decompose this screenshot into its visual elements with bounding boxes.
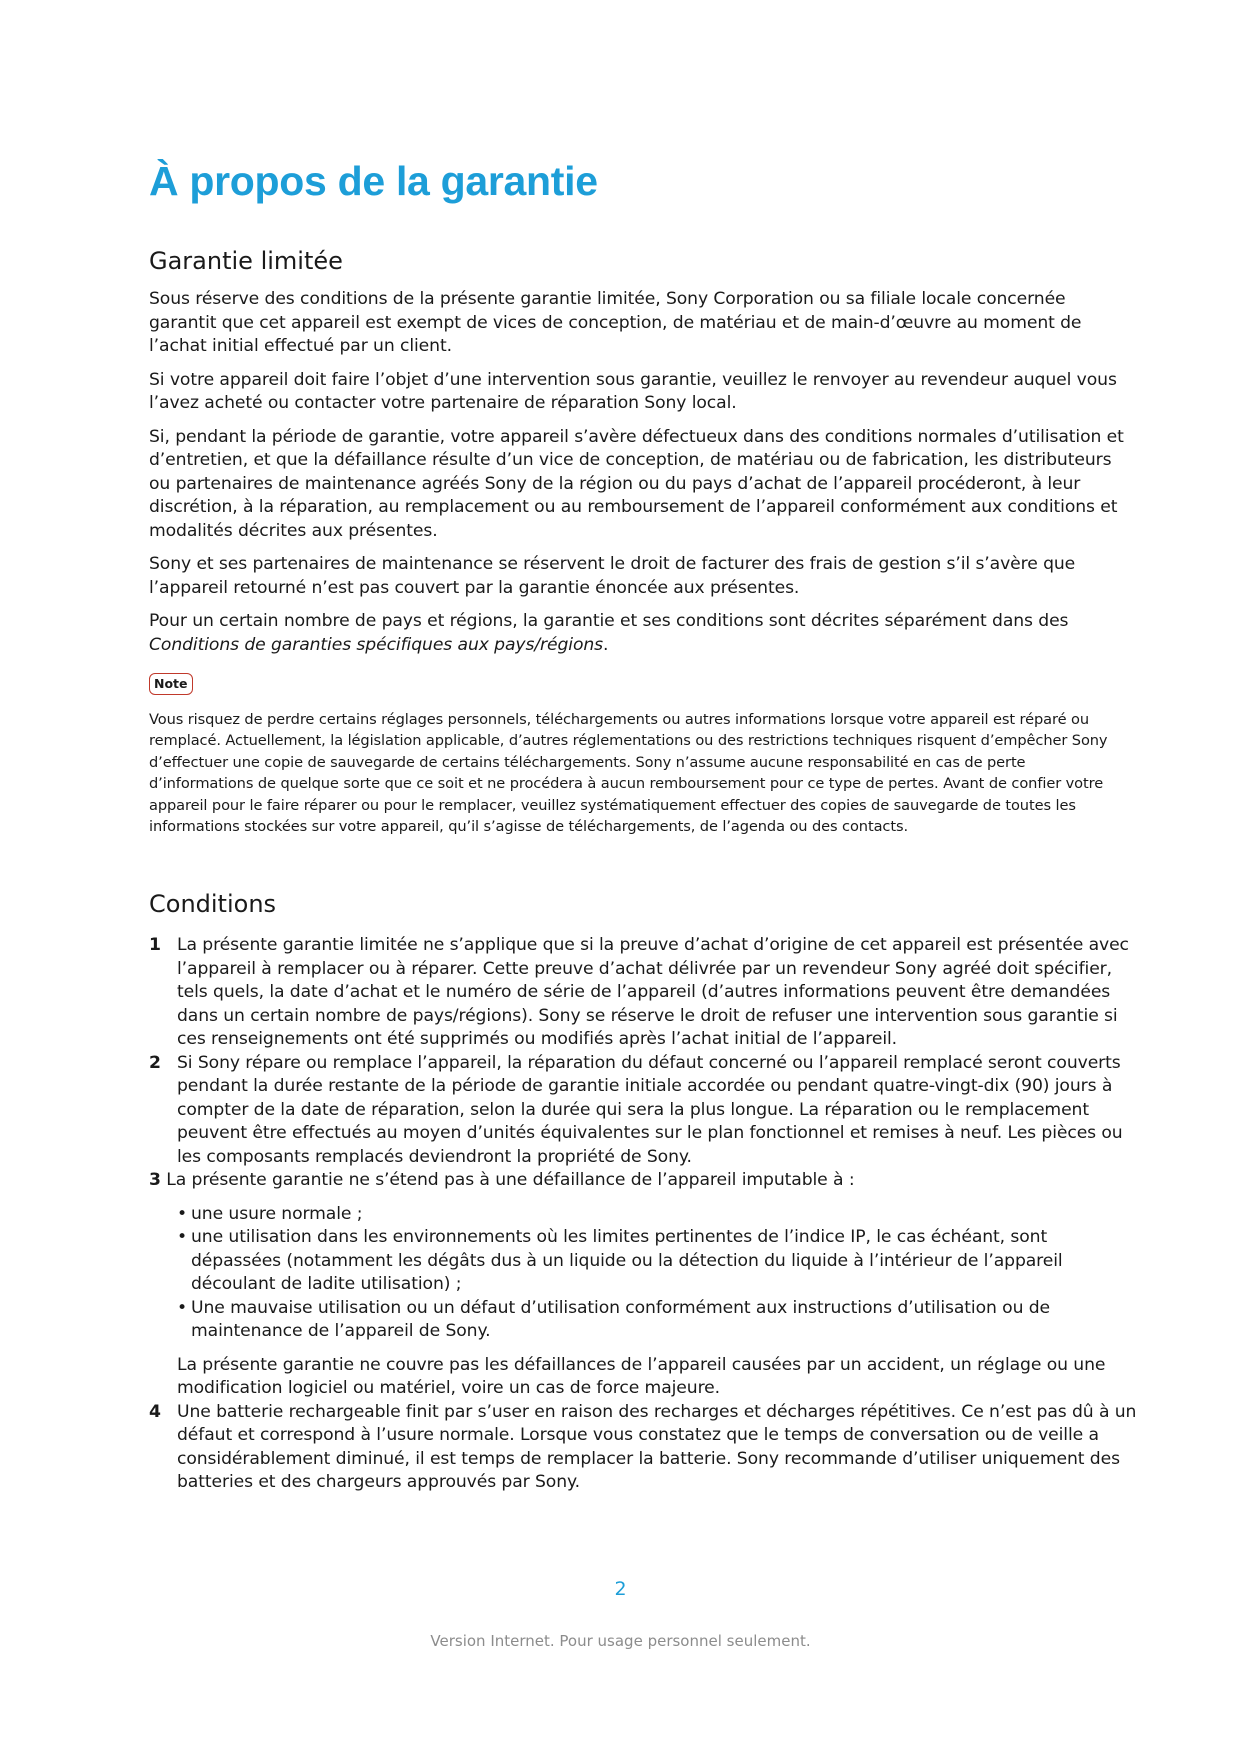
page-title: À propos de la garantie <box>149 158 598 204</box>
section-heading-conditions: Conditions <box>149 890 277 918</box>
item-number: 3 <box>149 1170 161 1190</box>
item-text: La présente garantie limitée ne s’applique que si la preuve d’achat d’origine de cet appareil est présentée avec l’appareil à remplacer ou à réparer. Cette preuve d’achat délivrée par un revendeur Sony agréé doit spécifier, tels quels, la date d’achat et le numéro de série de l’appareil (d’autres informations peuvent être demandées dans un certain nombre de pays/régions). Sony se réserve le droit de refuser une intervention sous garantie si ces renseignements ont été supprimés ou modifiés après l’achat initial de l’appareil. <box>177 935 1129 1049</box>
note-text: Vous risquez de perdre certains réglages personnels, téléchargements ou autres informations lorsque votre appareil est réparé ou remplacé. Actuellement, la législation applicable, d’autres réglementations ou des restrictions techniques risquent d’empêcher Sony d’effectuer une copie de sauvegarde de certains téléchargements. Sony n’assume aucune responsabilité en cas de perte d’informations de quelque sorte que ce soit et ne procédera à aucun remboursement pour ce type de pertes. Avant de confier votre appareil pour le faire réparer ou pour le remplacer, veuillez systématiquement effectuer des copies de sauvegarde de toutes les informations stockées sur votre appareil, qu’il s’agisse de téléchargements, de l’agenda ou des contacts. <box>149 711 1108 836</box>
condition-item-2 <box>149 1052 1139 1170</box>
paragraph-end: . <box>603 634 609 655</box>
paragraph <box>149 610 1134 657</box>
paragraph: Sony et ses partenaires de maintenance se réservent le droit de facturer des frais de gestion s’il s’avère que l’appareil retourné n’est pas couvert par la garantie énoncée aux présentes. <box>149 554 1076 598</box>
paragraph: Sous réserve des conditions de la présente garantie limitée, Sony Corporation ou sa filiale locale concernée garantit que cet appareil est exempt de vices de conception, de matériau et de main-d’œuvre au moment de l’achat initial effectué par un client. <box>149 289 1082 356</box>
page-number: 2 <box>614 1578 627 1600</box>
item3-bullet-list <box>177 1203 1139 1344</box>
paragraph: Si, pendant la période de garantie, votre appareil s’avère défectueux dans des conditions normales d’utilisation et d’entretien, et que la défaillance résulte d’un vice de conception, de matériau ou de fabrication, les distributeurs ou partenaires de maintenance agréés Sony de la région ou du pays d’achat de l’appareil procéderont, à leur discrétion, à la réparation, au remplacement ou au remboursement de l’appareil conformément aux conditions et modalités décrites aux présentes. <box>149 426 1124 541</box>
condition-item-4 <box>149 1401 1139 1495</box>
item-text: La présente garantie ne s’étend pas à une défaillance de l’appareil imputable à : <box>166 1170 855 1190</box>
item-text: Si Sony répare ou remplace l’appareil, la réparation du défaut concerné ou l’appareil remplacé seront couverts pendant la durée restante de la période de garantie initiale accordée ou pendant quatre-vingt-dix (90) jours à compter de la date de réparation, selon la durée qui sera la plus longue. La réparation ou le remplacement peuvent être effectués au moyen d’unités équivalentes sur le plan fonctionnel et remises à neuf. Les pièces ou les composants remplacés deviendront la propriété de Sony. <box>177 1052 1123 1167</box>
item-number: 2 <box>149 1052 161 1073</box>
conditions-list <box>149 934 1139 1495</box>
item3-followup: La présente garantie ne couvre pas les défaillances de l’appareil causées par un accident, un réglage ou une modification logiciel ou matériel, voire un cas de force majeure. <box>177 1354 1106 1398</box>
section-heading-garantie: Garantie limitée <box>149 247 343 275</box>
item-text: Une batterie rechargeable finit par s’user en raison des recharges et décharges répétitives. Ce n’est pas dû à un défaut et correspond à l’usure normale. Lorsque vous constatez que le temps de conversation ou de veille a considérablement diminué, il est temps de remplacer la batterie. Sony recommande d’utiliser uniquement des batteries et des chargeurs approuvés par Sony. <box>177 1401 1137 1492</box>
item-number: 1 <box>149 935 161 955</box>
list-item: • une usure normale ; <box>177 1203 1139 1227</box>
garantie-body <box>149 288 1134 667</box>
footer-notice: Version Internet. Pour usage personnel seulement. <box>430 1632 811 1650</box>
item-number: 4 <box>149 1401 161 1422</box>
condition-item-3 <box>149 1169 1139 1193</box>
paragraph-text: Pour un certain nombre de pays et régions, la garantie et ses conditions sont décrites séparément dans des <box>149 611 1069 631</box>
condition-item-1 <box>149 934 1139 1052</box>
note-badge: Note <box>149 673 193 695</box>
list-item: • une utilisation dans les environnements où les limites pertinentes de l’indice IP, le cas échéant, sont dépassées (notamment les dégâts dus à un liquide ou la détection du liquide à l’intérieur de l’appareil découlant de ladite utilisation) ; <box>177 1226 1139 1297</box>
paragraph: Si votre appareil doit faire l’objet d’une intervention sous garantie, veuillez le renvoyer au revendeur auquel vous l’avez acheté ou contacter votre partenaire de réparation Sony local. <box>149 369 1117 413</box>
country-conditions-title: Conditions de garanties spécifiques aux pays/régions <box>149 634 604 655</box>
list-item: • Une mauvaise utilisation ou un défaut d’utilisation conformément aux instructions d’utilisation ou de maintenance de l’appareil de Sony. <box>177 1297 1139 1344</box>
